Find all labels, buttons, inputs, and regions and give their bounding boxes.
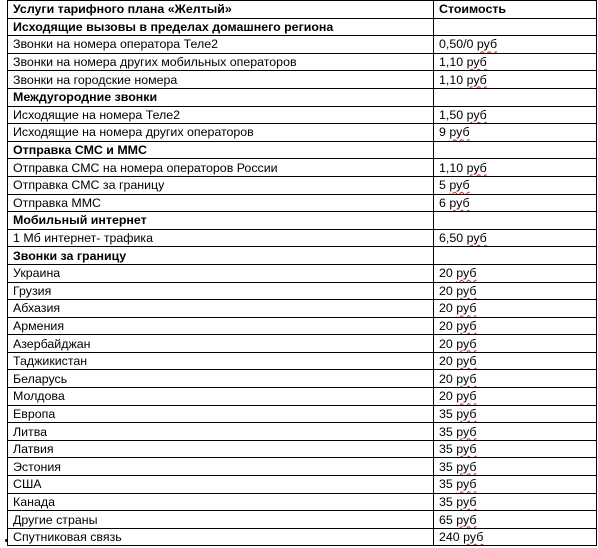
- cost-value: 20: [439, 266, 453, 281]
- service-name: Таджикистан: [8, 352, 434, 370]
- service-cost: [434, 247, 597, 265]
- service-cost: [434, 440, 597, 458]
- section-row: [8, 18, 597, 36]
- cost-value: 5: [439, 178, 446, 193]
- cost-unit: руб: [466, 55, 487, 70]
- service-name: 1 Мб интернет- трафика: [8, 229, 434, 247]
- service-cost: [434, 141, 597, 159]
- table-row: [8, 511, 597, 529]
- cost-value: 20: [439, 318, 453, 333]
- list-bullet: [5, 539, 8, 542]
- service-name: Отправка ММС: [8, 194, 434, 212]
- service-name: Звонки на номера других мобильных операторов: [8, 53, 434, 71]
- table-row: [8, 440, 597, 458]
- cost-unit: руб: [476, 37, 498, 52]
- cost-unit: руб: [456, 442, 477, 457]
- table-row: [8, 53, 597, 71]
- table-row: [8, 300, 597, 318]
- service-name: Латвия: [8, 440, 434, 458]
- cost-unit: руб: [456, 494, 477, 509]
- service-name: Другие страны: [8, 511, 434, 529]
- cost-unit: руб: [456, 389, 477, 404]
- section-title: Мобильный интернет: [8, 212, 434, 230]
- section-title: Звонки за границу: [8, 247, 434, 265]
- cost-value: 9: [439, 125, 446, 140]
- service-name: Грузия: [8, 282, 434, 300]
- cost-value: 20: [439, 283, 453, 298]
- table-row: [8, 229, 597, 247]
- section-title: Исходящие вызовы в пределах домашнего региона: [8, 18, 434, 36]
- service-name: Азербайджан: [8, 335, 434, 353]
- cost-value: 65: [439, 512, 453, 527]
- service-cost: [434, 124, 597, 142]
- table-row: [8, 388, 597, 406]
- cost-unit: руб: [449, 125, 470, 140]
- service-name: Звонки на номера оператора Теле2: [8, 36, 434, 54]
- table-row: [8, 352, 597, 370]
- cost-value: 35: [439, 477, 453, 492]
- service-name: Отправка СМС за границу: [8, 176, 434, 194]
- table-row: [8, 405, 597, 423]
- cost-value: 6,50: [439, 231, 464, 246]
- header-cost: Стоимость: [434, 1, 597, 19]
- table-row: [8, 36, 597, 54]
- service-cost: [434, 212, 597, 230]
- cost-value: 20: [439, 354, 453, 369]
- service-name: Спутниковая связь: [8, 528, 434, 546]
- service-cost: [434, 528, 597, 546]
- service-cost: [434, 388, 597, 406]
- cost-unit: руб: [456, 301, 477, 316]
- service-name: Звонки на городские номера: [8, 71, 434, 89]
- service-cost: [434, 229, 597, 247]
- cost-unit: руб: [456, 512, 477, 527]
- cost-unit: руб: [456, 266, 477, 281]
- cost-value: 1,10: [439, 160, 464, 175]
- table-row: [8, 528, 597, 546]
- table-header-row: [8, 1, 597, 19]
- service-cost: [434, 194, 597, 212]
- service-cost: [434, 370, 597, 388]
- service-cost: [434, 476, 597, 494]
- cost-unit: руб: [456, 283, 477, 298]
- service-cost: [434, 71, 597, 89]
- cost-value: 35: [439, 424, 453, 439]
- table-row: [8, 106, 597, 124]
- section-title: Междугородние звонки: [8, 88, 434, 106]
- service-cost: [434, 335, 597, 353]
- service-cost: [434, 511, 597, 529]
- cost-unit: руб: [449, 195, 470, 210]
- cost-unit: руб: [456, 459, 477, 474]
- table-row: [8, 458, 597, 476]
- service-name: Молдова: [8, 388, 434, 406]
- service-name: Исходящие на номера других операторов: [8, 124, 434, 142]
- service-cost: [434, 493, 597, 511]
- table-row: [8, 176, 597, 194]
- table-row: [8, 370, 597, 388]
- cost-value: 240: [439, 530, 460, 545]
- service-cost: [434, 300, 597, 318]
- service-cost: [434, 18, 597, 36]
- service-cost: [434, 282, 597, 300]
- service-name: Абхазия: [8, 300, 434, 318]
- cost-unit: руб: [456, 477, 477, 492]
- cost-unit: руб: [466, 107, 487, 122]
- service-cost: [434, 264, 597, 282]
- service-cost: [434, 176, 597, 194]
- service-cost: [434, 458, 597, 476]
- service-name: Отправка СМС на номера операторов России: [8, 159, 434, 177]
- cost-value: 1,10: [439, 55, 464, 70]
- cost-value: 6: [439, 195, 446, 210]
- section-row: [8, 88, 597, 106]
- cost-value: 35: [439, 406, 453, 421]
- table-row: [8, 71, 597, 89]
- service-cost: [434, 106, 597, 124]
- table-row: [8, 423, 597, 441]
- service-cost: [434, 36, 597, 54]
- service-cost: [434, 88, 597, 106]
- cost-unit: руб: [456, 371, 477, 386]
- cost-unit: руб: [456, 424, 477, 439]
- service-cost: [434, 405, 597, 423]
- cost-value: 35: [439, 459, 453, 474]
- service-cost: [434, 423, 597, 441]
- cost-value: 1,50: [439, 107, 464, 122]
- section-row: [8, 247, 597, 265]
- cost-unit: руб: [456, 354, 477, 369]
- tariff-table: [7, 0, 597, 546]
- cost-unit: руб: [456, 336, 477, 351]
- cost-value: 20: [439, 301, 453, 316]
- cost-unit: руб: [466, 231, 487, 246]
- cost-value: 35: [439, 494, 453, 509]
- table-row: [8, 264, 597, 282]
- service-cost: [434, 53, 597, 71]
- cost-unit: руб: [466, 72, 487, 87]
- cost-unit: руб: [463, 530, 484, 545]
- table-row: [8, 493, 597, 511]
- service-name: Исходящие на номера Теле2: [8, 106, 434, 124]
- table-row: [8, 476, 597, 494]
- cost-value: 1,10: [439, 72, 464, 87]
- table-row: [8, 194, 597, 212]
- cost-unit: руб: [456, 318, 477, 333]
- cost-value: 0,50/0: [439, 37, 474, 52]
- table-row: [8, 317, 597, 335]
- cost-unit: руб: [449, 178, 470, 193]
- cost-unit: руб: [466, 160, 487, 175]
- table-row: [8, 282, 597, 300]
- section-row: [8, 212, 597, 230]
- cost-value: 20: [439, 389, 453, 404]
- service-name: Украина: [8, 264, 434, 282]
- table-row: [8, 159, 597, 177]
- section-row: [8, 141, 597, 159]
- service-cost: [434, 352, 597, 370]
- service-name: Европа: [8, 405, 434, 423]
- table-row: [8, 335, 597, 353]
- cost-unit: руб: [456, 406, 477, 421]
- header-service: Услуги тарифного плана «Желтый»: [8, 1, 434, 19]
- cost-value: 20: [439, 336, 453, 351]
- section-title: Отправка СМС и ММС: [8, 141, 434, 159]
- cost-value: 20: [439, 371, 453, 386]
- service-name: Армения: [8, 317, 434, 335]
- service-name: Канада: [8, 493, 434, 511]
- tariff-table-body: [8, 1, 597, 546]
- service-cost: [434, 317, 597, 335]
- service-cost: [434, 159, 597, 177]
- service-name: Эстония: [8, 458, 434, 476]
- service-name: США: [8, 476, 434, 494]
- table-row: [8, 124, 597, 142]
- service-name: Литва: [8, 423, 434, 441]
- service-name: Беларусь: [8, 370, 434, 388]
- cost-value: 35: [439, 442, 453, 457]
